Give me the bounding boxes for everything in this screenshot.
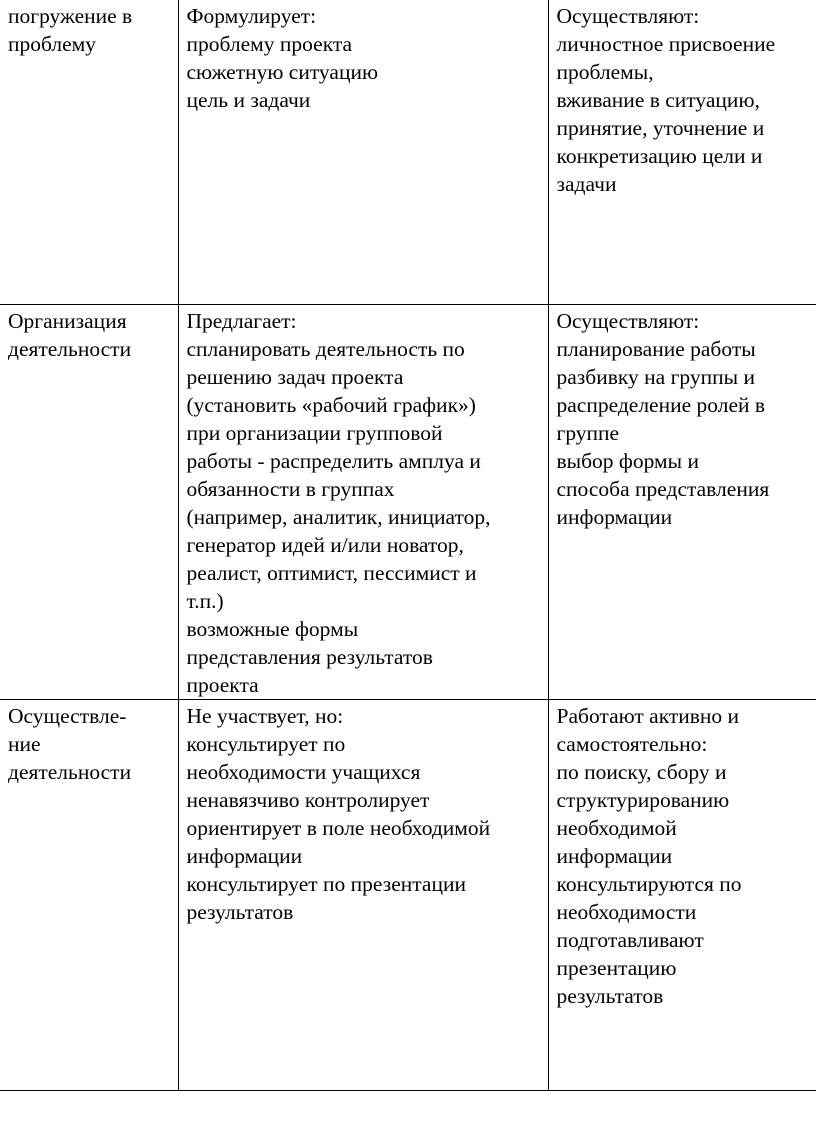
students-text-line: задачи (556, 172, 617, 196)
stage-cell (0, 699, 178, 1090)
table-row (0, 0, 816, 304)
students-text-line: Работают активно и (556, 703, 740, 728)
teacher-text-line: представления результатов (186, 644, 433, 669)
students-text-line: презентацию (556, 955, 677, 980)
stage-text-line: ние (8, 731, 41, 756)
stage-text-line: Организация (8, 308, 127, 333)
table-row (0, 304, 816, 699)
teacher-text-line: генератор идей и/или новатор, (186, 532, 464, 557)
teacher-text-line: информации (186, 843, 303, 868)
students-text-line: разбивку на группы и (556, 364, 755, 389)
teacher-text-line: цель и задачи (186, 88, 311, 112)
teacher-text-line: спланировать деятельность по (186, 336, 465, 361)
teacher-text-line: при организации групповой (186, 420, 443, 445)
teacher-text-line: проекта (186, 672, 259, 697)
teacher-text-line: проблему проекта (186, 32, 353, 56)
students-text-line: группе (556, 420, 620, 445)
students-cell (548, 304, 816, 699)
teacher-text-line: консультирует по (186, 731, 346, 756)
students-text-line: необходимой (556, 815, 677, 840)
students-cell (548, 699, 816, 1090)
stage-cell (0, 0, 178, 304)
teacher-text-line: возможные формы (186, 616, 359, 641)
stage-cell (0, 304, 178, 699)
students-text-line: информации (556, 843, 673, 868)
stage-text-line: деятельности (8, 336, 132, 361)
teacher-text-line: работы - распределить амплуа и (186, 448, 481, 473)
teacher-text-line: консультирует по презентации (186, 871, 466, 896)
teacher-text-line: т.п.) (186, 588, 224, 613)
teacher-text-line: (например, аналитик, инициатор, (186, 504, 491, 529)
teacher-text-line: ориентирует в поле необходимой (186, 815, 491, 840)
students-text-line: Осуществляют: (556, 4, 700, 28)
teacher-text-line: необходимости учащихся (186, 759, 421, 784)
teacher-text-line: решению задач проекта (186, 364, 404, 389)
students-text-line: информации (556, 504, 673, 529)
teacher-text-line: (установить «рабочий график») (186, 392, 476, 417)
teacher-text-line: Не участвует, но: (186, 703, 344, 728)
students-text-line: принятие, уточнение и (556, 116, 765, 140)
students-text-line: результатов (556, 983, 664, 1008)
teacher-cell (178, 0, 548, 304)
stage-text-line: погружение в (8, 4, 133, 28)
teacher-text-line: ненавязчиво контролирует (186, 787, 430, 812)
students-text-line: выбор формы и (556, 448, 699, 473)
teacher-cell (178, 699, 548, 1090)
students-text-line: конкретизацию цели и (556, 144, 763, 168)
stage-text-line: Осуществле- (8, 703, 127, 728)
students-text-line: по поиску, сбору и (556, 759, 727, 784)
teacher-text-line: сюжетную ситуацию (186, 60, 379, 84)
students-text-line: распределение ролей в (556, 392, 766, 417)
teacher-text-line: обязанности в группах (186, 476, 395, 501)
teacher-text-line: Предлагает: (186, 308, 297, 333)
students-text-line: консультируются по (556, 871, 742, 896)
stage-text-line: деятельности (8, 759, 132, 784)
students-text-line: необходимости (556, 899, 697, 924)
students-text-line: самостоятельно: (556, 731, 708, 756)
students-text-line: структурированию (556, 787, 730, 812)
stage-text-line: проблему (8, 32, 97, 56)
students-text-line: подготавливают (556, 927, 704, 952)
students-cell (548, 0, 816, 304)
students-text-line: личностное присвоение (556, 32, 776, 56)
teacher-text-line: результатов (186, 899, 294, 924)
students-text-line: планирование работы (556, 336, 756, 361)
students-text-line: вживание в ситуацию, (556, 88, 760, 112)
table-row (0, 699, 816, 1090)
students-text-line: Осуществляют: (556, 308, 700, 333)
students-text-line: способа представления (556, 476, 770, 501)
students-text-line: проблемы, (556, 60, 654, 84)
teacher-text-line: Формулирует: (186, 4, 317, 28)
teacher-text-line: реалист, оптимист, пессимист и (186, 560, 477, 585)
teacher-cell (178, 304, 548, 699)
